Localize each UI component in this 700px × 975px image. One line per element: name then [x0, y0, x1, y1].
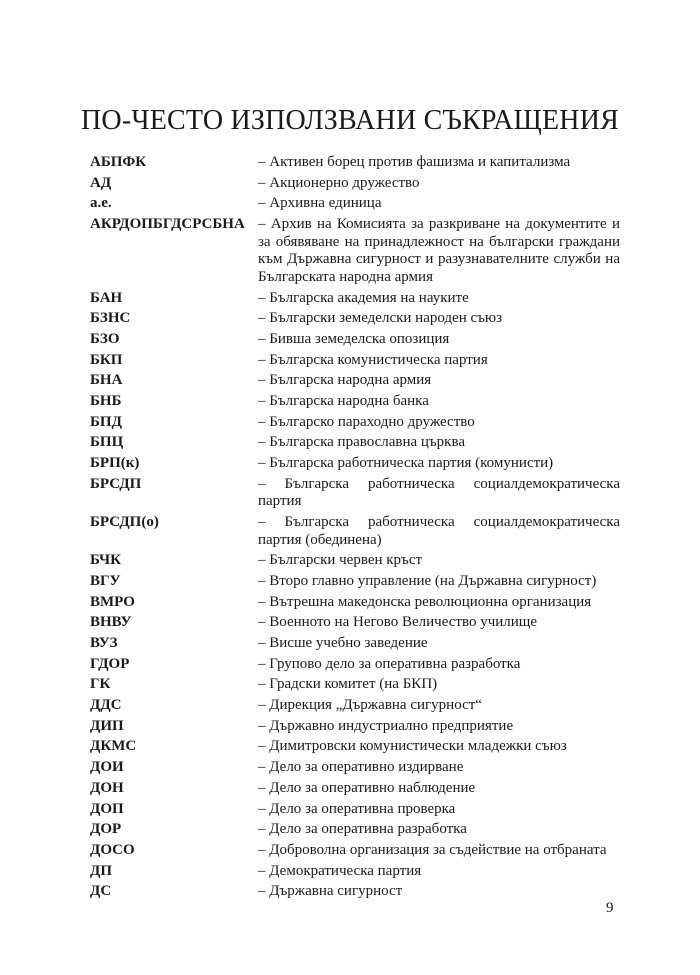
abbreviation-definition: – Българска комунистическа партия — [258, 351, 488, 368]
abbreviation-row — [90, 780, 620, 801]
abbreviation-row — [90, 290, 620, 311]
abbreviation-term: ДОР — [90, 821, 122, 838]
abbreviation-row — [90, 414, 620, 435]
abbreviation-term: АКРДОПБГДСРСБНА — [90, 216, 245, 233]
abbreviation-definition: – Българска народна армия — [258, 372, 432, 389]
abbreviation-row — [90, 635, 620, 656]
abbreviation-row — [90, 514, 620, 552]
abbreviation-term: ДОИ — [90, 759, 124, 776]
abbreviation-definition: – Вътрешна македонска революционна организация — [258, 593, 592, 610]
abbreviation-term: ДП — [90, 862, 112, 879]
abbreviation-row — [90, 476, 620, 514]
abbreviation-term: ДС — [90, 883, 112, 900]
abbreviation-term: АД — [90, 174, 112, 191]
abbreviation-definition: – Дирекция „Държавна сигурност“ — [258, 697, 482, 714]
abbreviation-row — [90, 614, 620, 635]
abbreviation-definition: – Българска работническа социалдемократическа партия (обединена) — [258, 514, 620, 548]
abbreviation-term: ДОСО — [90, 841, 135, 858]
abbreviation-term: БНА — [90, 372, 123, 389]
abbreviation-definition: – Българска народна банка — [258, 392, 429, 409]
abbreviation-term: БПЦ — [90, 434, 124, 451]
abbreviation-definition: – Български земеделски народен съюз — [258, 310, 503, 327]
abbreviation-definition: – Групово дело за оперативна разработка — [258, 655, 521, 672]
abbreviation-row — [90, 331, 620, 352]
abbreviation-row — [90, 676, 620, 697]
abbreviation-definition: – Градски комитет (на БКП) — [258, 676, 438, 693]
abbreviation-term: ВУЗ — [90, 635, 118, 652]
abbreviation-term: ВМРО — [90, 593, 135, 610]
abbreviation-row — [90, 594, 620, 615]
abbreviation-term: БАН — [90, 289, 123, 306]
abbreviation-row — [90, 352, 620, 373]
abbreviation-row — [90, 552, 620, 573]
abbreviation-row — [90, 656, 620, 677]
abbreviation-row — [90, 573, 620, 594]
abbreviation-definition: – Дело за оперативна проверка — [258, 800, 456, 817]
abbreviation-definition: – Държавно индустриално предприятие — [258, 717, 514, 734]
abbreviation-term: ДДС — [90, 697, 122, 714]
abbreviation-row — [90, 883, 620, 904]
abbreviation-row — [90, 455, 620, 476]
abbreviation-row — [90, 821, 620, 842]
abbreviation-row — [90, 154, 620, 175]
abbreviation-definition: – Акционерно дружество — [258, 174, 420, 191]
abbreviation-definition: – Демократическа партия — [258, 862, 422, 879]
abbreviation-term: ВГУ — [90, 572, 121, 589]
abbreviation-term: БРП(к) — [90, 455, 140, 472]
page-title: ПО-ЧЕСТО ИЗПОЛЗВАНИ СЪКРАЩЕНИЯ — [80, 104, 619, 136]
abbreviation-term: ДОН — [90, 779, 124, 796]
abbreviation-term: БЗНС — [90, 310, 131, 327]
abbreviation-definition: – Българска работническа социалдемократическа партия — [258, 475, 620, 510]
abbreviation-definition: – Архив на Комисията за разкриване на документите и за обявяване на принадлежност на български граждани към Държавна сигурност и разузнавателните служби на Българската народна армия — [258, 216, 620, 285]
abbreviation-row — [90, 738, 620, 759]
abbreviation-term: АБПФК — [90, 154, 147, 170]
abbreviation-definition: – Дело за оперативна разработка — [258, 821, 467, 838]
abbreviation-row — [90, 697, 620, 718]
abbreviation-row — [90, 801, 620, 822]
abbreviation-row — [90, 372, 620, 393]
abbreviation-term: а.е. — [90, 195, 112, 212]
abbreviation-row — [90, 175, 620, 196]
abbreviation-definition: – Второ главно управление (на Държавна сигурност) — [258, 572, 597, 589]
page-number: 9 — [606, 900, 614, 916]
abbreviation-list — [90, 154, 620, 904]
abbreviation-term: БЧК — [90, 552, 122, 569]
abbreviation-term: БРСДП(о) — [90, 514, 159, 530]
abbreviation-definition: – Архивна единица — [258, 195, 382, 212]
abbreviation-definition: – Българско параходно дружество — [258, 413, 475, 430]
abbreviation-row — [90, 195, 620, 216]
abbreviation-definition: – Дело за оперативно издирване — [258, 759, 464, 776]
abbreviation-term: БЗО — [90, 330, 120, 347]
abbreviation-term: БПД — [90, 413, 122, 430]
abbreviation-term: ДОП — [90, 800, 124, 817]
abbreviation-row — [90, 310, 620, 331]
abbreviation-row — [90, 863, 620, 884]
abbreviation-definition: – Бивша земеделска опозиция — [258, 330, 450, 347]
abbreviation-definition: – Доброволна организация за съдействие на отбраната — [258, 841, 607, 858]
abbreviation-term: ГДОР — [90, 655, 130, 672]
abbreviation-term: ВНВУ — [90, 614, 132, 631]
abbreviation-row — [90, 759, 620, 780]
abbreviation-definition: – Военното на Негово Величество училище — [258, 614, 537, 631]
abbreviation-definition: – Българска академия на науките — [258, 289, 469, 306]
abbreviation-definition: – Активен борец против фашизма и капитализма — [258, 154, 571, 170]
abbreviation-definition: – Български червен кръст — [258, 552, 423, 569]
abbreviation-row — [90, 434, 620, 455]
abbreviation-term: ДИП — [90, 717, 124, 734]
abbreviation-row — [90, 718, 620, 739]
abbreviation-term: ГК — [90, 676, 111, 693]
abbreviation-definition: – Българска православна църква — [258, 434, 466, 451]
abbreviation-term: БНБ — [90, 392, 122, 409]
abbreviation-term: БРСДП — [90, 475, 142, 492]
abbreviation-definition: – Дело за оперативно наблюдение — [258, 779, 476, 796]
abbreviation-definition: – Висше учебно заведение — [258, 635, 428, 652]
abbreviation-term: БКП — [90, 351, 123, 368]
abbreviation-definition: – Българска работническа партия (комунисти) — [258, 455, 554, 472]
abbreviation-definition: – Държавна сигурност — [258, 883, 403, 900]
abbreviation-row — [90, 842, 620, 863]
abbreviation-row — [90, 216, 620, 289]
abbreviation-row — [90, 393, 620, 414]
abbreviation-term: ДКМС — [90, 738, 137, 755]
abbreviation-definition: – Димитровски комунистически младежки съюз — [258, 738, 567, 755]
